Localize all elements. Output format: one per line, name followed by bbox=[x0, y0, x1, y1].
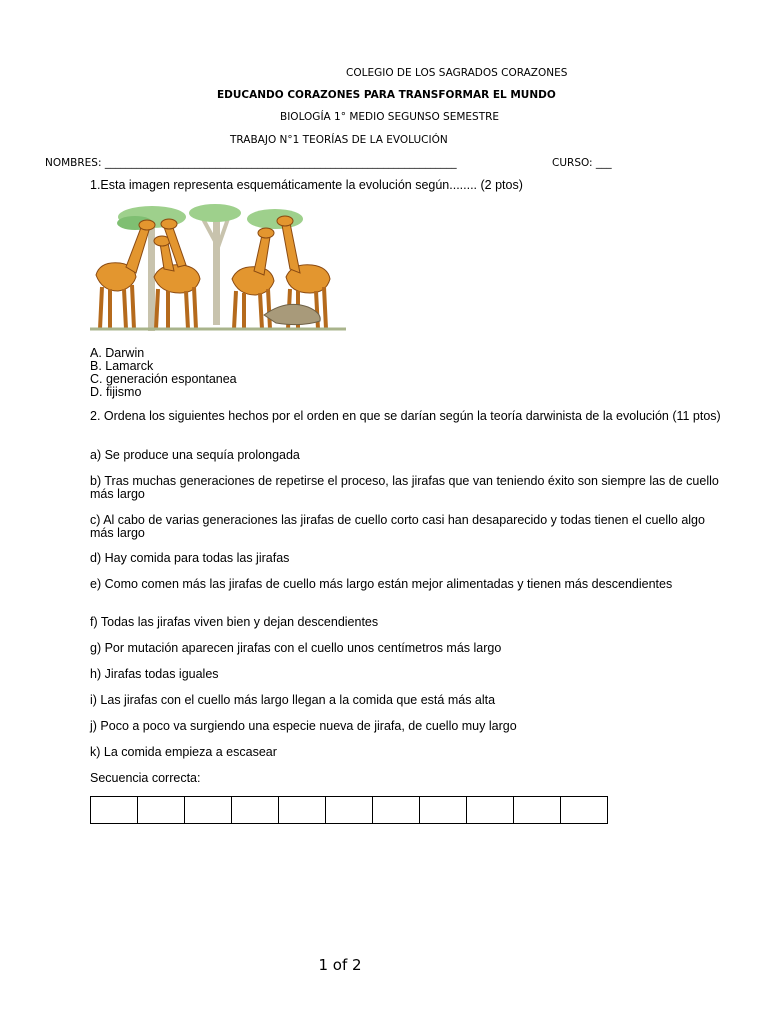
curso-field[interactable]: CURSO: ___ bbox=[552, 157, 612, 169]
q2-item-g: g) Por mutación aparecen jirafas con el cuello unos centímetros más largo bbox=[90, 641, 502, 655]
sequence-cell-11[interactable] bbox=[561, 797, 608, 824]
sequence-label: Secuencia correcta: bbox=[90, 771, 201, 785]
q2-item-f: f) Todas las jirafas viven bien y dejan descendientes bbox=[90, 615, 379, 629]
school-motto: EDUCANDO CORAZONES PARA TRANSFORMAR EL MUNDO bbox=[217, 89, 556, 101]
sequence-cell-6[interactable] bbox=[326, 797, 373, 824]
q2-prompt: 2. Ordena los siguientes hechos por el orden en que se darían según la teoría darwinista de la evolución (11 ptos) bbox=[90, 409, 721, 423]
sequence-cell-5[interactable] bbox=[279, 797, 326, 824]
q1-options bbox=[90, 347, 730, 399]
option-darwin[interactable]: A. Darwin bbox=[90, 346, 145, 360]
school-name: COLEGIO DE LOS SAGRADOS CORAZONES bbox=[346, 67, 568, 79]
sequence-cell-3[interactable] bbox=[185, 797, 232, 824]
q2-item-d: d) Hay comida para todas las jirafas bbox=[90, 551, 290, 565]
q2-item-b: b) Tras muchas generaciones de repetirse el proceso, las jirafas que van teniendo éxito son siempre las de cuello más largo bbox=[90, 474, 719, 501]
option-generacion-espontanea[interactable]: C. generación espontanea bbox=[90, 372, 237, 386]
sequence-cell-1[interactable] bbox=[91, 797, 138, 824]
q2-item-j: j) Poco a poco va surgiendo una especie nueva de jirafa, de cuello muy largo bbox=[90, 719, 517, 733]
q2-item-a: a) Se produce una sequía prolongada bbox=[90, 448, 300, 462]
sequence-cell-7[interactable] bbox=[373, 797, 420, 824]
q2-item-e: e) Como comen más las jirafas de cuello más largo están mejor alimentadas y tienen más descendientes bbox=[90, 577, 673, 591]
giraffe-illustration bbox=[90, 203, 350, 335]
names-field[interactable]: NOMBRES: ___________________________________________________________________ bbox=[45, 157, 457, 169]
sequence-answer-table bbox=[90, 796, 608, 824]
option-fijismo[interactable]: D. fijismo bbox=[90, 385, 142, 399]
assignment-title: TRABAJO N°1 TEORÍAS DE LA EVOLUCIÓN bbox=[230, 134, 448, 146]
course-title: BIOLOGÍA 1° MEDIO SEGUNSO SEMESTRE bbox=[280, 111, 500, 123]
sequence-cell-8[interactable] bbox=[420, 797, 467, 824]
q2-item-k: k) La comida empieza a escasear bbox=[90, 745, 277, 759]
option-lamarck[interactable]: B. Lamarck bbox=[90, 359, 154, 373]
page-indicator: 1 of 2 bbox=[318, 956, 362, 974]
sequence-cell-4[interactable] bbox=[232, 797, 279, 824]
sequence-cell-10[interactable] bbox=[514, 797, 561, 824]
sequence-cell-9[interactable] bbox=[467, 797, 514, 824]
q1-prompt: 1.Esta imagen representa esquemáticamente la evolución según........ (2 ptos) bbox=[90, 178, 523, 192]
q2-item-c: c) Al cabo de varias generaciones las jirafas de cuello corto casi han desaparecido y todas tienen el cuello algo más largo bbox=[90, 513, 705, 540]
q2-item-h: h) Jirafas todas iguales bbox=[90, 667, 219, 681]
table-row bbox=[91, 797, 608, 824]
q2-item-i: i) Las jirafas con el cuello más largo llegan a la comida que está más alta bbox=[90, 693, 496, 707]
sequence-cell-2[interactable] bbox=[138, 797, 185, 824]
